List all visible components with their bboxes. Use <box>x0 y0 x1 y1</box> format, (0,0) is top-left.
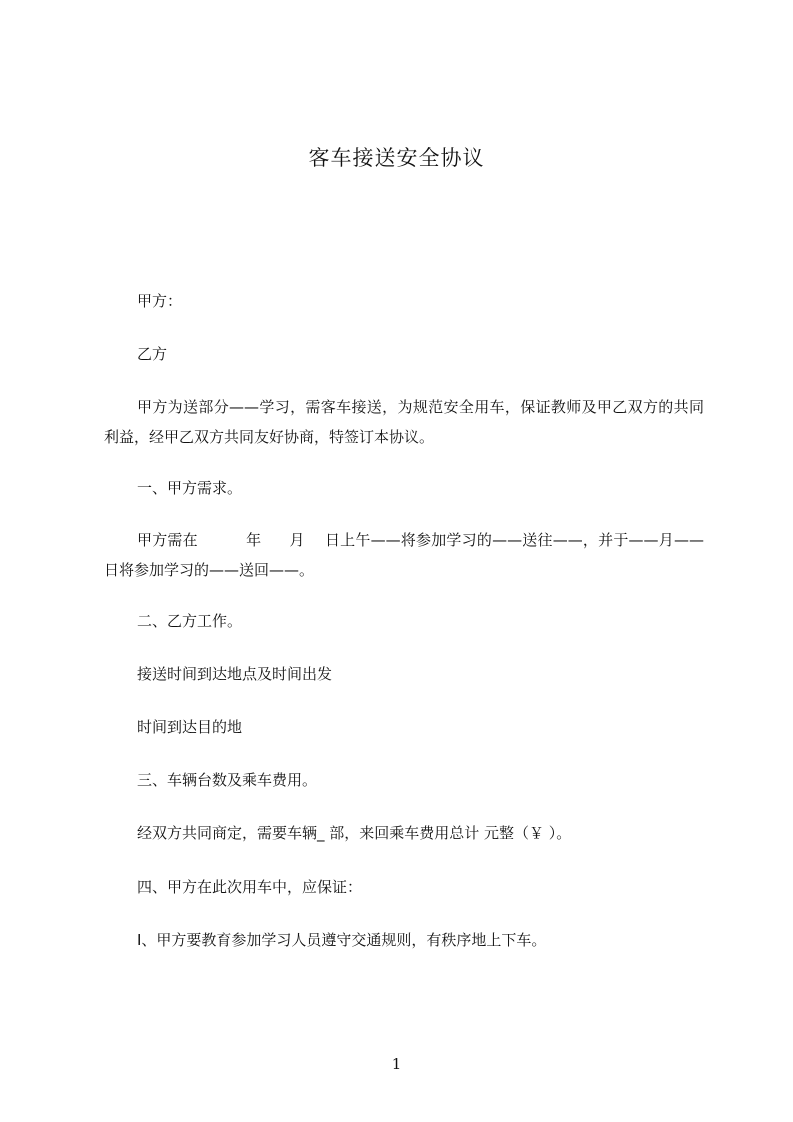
section4-heading: 四、甲方在此次用车中，应保证： <box>137 878 363 896</box>
section1-heading: 一、甲方需求。 <box>137 479 243 497</box>
section3-heading: 三、车辆台数及乘车费用。 <box>137 771 318 789</box>
section2-line2: 时间到达目的地 <box>137 718 243 736</box>
section1-text-part4: 日上午——将参加学习的——送往——，并于——月——日将参加学习的——送回——。 <box>104 531 704 579</box>
party-a-label: 甲方： <box>137 292 183 310</box>
intro-paragraph: 甲方为送部分——学习，需客车接送，为规范安全用车，保证教师及甲乙双方的共同利益，经甲乙双方共同友好协商，特签订本协议。 <box>104 398 704 446</box>
section1-text-part2: 年 <box>245 531 262 549</box>
section2-heading: 二、乙方工作。 <box>137 612 243 630</box>
section4-item1: I、甲方要教育参加学习人员遵守交通规则，有秩序地上下车。 <box>137 931 547 949</box>
document-title: 客车接送安全协议 <box>308 146 485 170</box>
party-b-label: 乙方 <box>137 345 168 363</box>
section1-paragraph <box>104 525 704 585</box>
section2-line1: 接送时间到达地点及时间出发 <box>137 665 333 683</box>
section1-text-part3: 月 <box>289 531 305 549</box>
section1-text-part1: 甲方需在 <box>137 531 198 549</box>
page-number: 1 <box>391 1055 402 1073</box>
section3-text: 经双方共同商定，需要车辆_ 部，来回乘车费用总计 元整（￥ ）。 <box>137 824 572 842</box>
